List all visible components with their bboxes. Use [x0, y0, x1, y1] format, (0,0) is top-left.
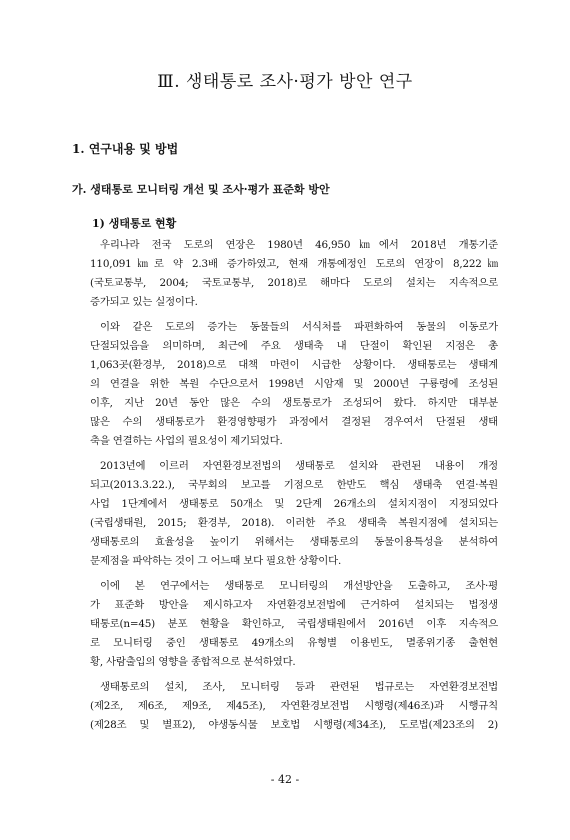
text-line: 사업 1단계에서 생태통로 50개소 및 2단계 26개소의 설치지점이 지정되었다	[90, 498, 498, 510]
text-line: 2013년에 이르러 자연환경보전법의 생태통로 설치와 관련된 내용이 개정	[100, 460, 498, 472]
text-line: 축을 연결하는 사업의 필요성이 제기되었다.	[90, 435, 283, 447]
text-line: 많은 수의 생태통로가 환경영향평가 과정에서 결정된 경우여서 단절된 생태	[90, 416, 498, 428]
item-heading: 1) 생태통로 현황	[92, 217, 177, 230]
text-line: (제2조, 제6조, 제9조, 제45조), 자연환경보전법 시행령(제46조)과 시행규칙	[90, 700, 498, 712]
section-heading: 1. 연구내용 및 방법	[72, 142, 179, 156]
page-number: - 42 -	[270, 773, 300, 786]
text-line: 생태통로의 효율성을 높이기 위해서는 생태통로의 동물이용특성을 분석하여	[90, 536, 498, 548]
text-line: 증가되고 있는 실정이다.	[90, 296, 198, 308]
paragraph	[90, 318, 498, 451]
text-line: 문제점을 파악하는 것이 그 어느때 보다 필요한 상황이다.	[90, 555, 342, 567]
body-text	[90, 236, 498, 741]
text-line: 황, 사람출입의 영향을 종합적으로 분석하였다.	[90, 656, 296, 668]
text-line: (국립생태원, 2015; 환경부, 2018). 이러한 주요 생태축 복원지점에 설치되는	[90, 517, 498, 529]
text-line: 우리나라 전국 도로의 연장은 1980년 46,950㎞에서 2018년 개통기준	[100, 239, 498, 251]
paragraph	[90, 236, 498, 312]
text-line: 태통로(n=45) 분포 현황을 확인하고, 국립생태원에서 2016년 이후 지속적으	[90, 618, 498, 630]
text-line: (제28조 및 별표2), 야생동식물 보호법 시행령(제34조), 도로법(제23조의 2)	[90, 719, 498, 731]
text-line: 이와 같은 도로의 증가는 동물들의 서식처를 파편화하여 동물의 이동로가	[100, 321, 498, 333]
text-line: 되고(2013.3.22.), 국무회의 보고를 기점으로 한반도 핵심 생태축 연결·복원	[90, 479, 498, 491]
paragraph	[90, 577, 498, 672]
text-line: 이후, 지난 20년 동안 많은 수의 생토통로가 조성되어 왔다. 하지만 대부분	[90, 397, 498, 409]
paragraph	[90, 678, 498, 735]
paragraph	[90, 457, 498, 571]
text-line: 가 표준화 방안을 제시하고자 자연환경보전법에 근거하여 설치되는 법정생	[90, 599, 498, 611]
text-line: 이에 본 연구에서는 생태통로 모니터링의 개선방안을 도출하고, 조사·평	[100, 580, 498, 592]
text-line: 생태통로의 설치, 조사, 모니터링 등과 관련된 법규로는 자연환경보전법	[100, 681, 498, 693]
text-line: 110,091㎞로 약 2.3배 증가하였고, 현재 개통예정인 도로의 연장이 8,222㎞	[90, 258, 498, 270]
chapter-title: Ⅲ. 생태통로 조사·평가 방안 연구	[157, 72, 413, 92]
text-line: 단절되었음을 의미하며, 최근에 주요 생태축 내 단절이 확인된 지점은 총	[90, 340, 498, 352]
text-line: 1,063곳(환경부, 2018)으로 대책 마련이 시급한 상황이다. 생태통로는 생태계	[90, 359, 498, 371]
subsection-heading: 가. 생태통로 모니터링 개선 및 조사·평가 표준화 방안	[72, 183, 330, 196]
text-line: 의 연결을 위한 복원 수단으로서 1998년 시암재 및 2000년 구룡령에 조성된	[90, 378, 498, 390]
text-line: (국토교통부, 2004; 국토교통부, 2018)로 해마다 도로의 설치는 지속적으로	[90, 277, 498, 289]
text-line: 로 모니터링 중인 생태통로 49개소의 유형별 이용빈도, 멸종위기종 출현현	[90, 637, 498, 649]
